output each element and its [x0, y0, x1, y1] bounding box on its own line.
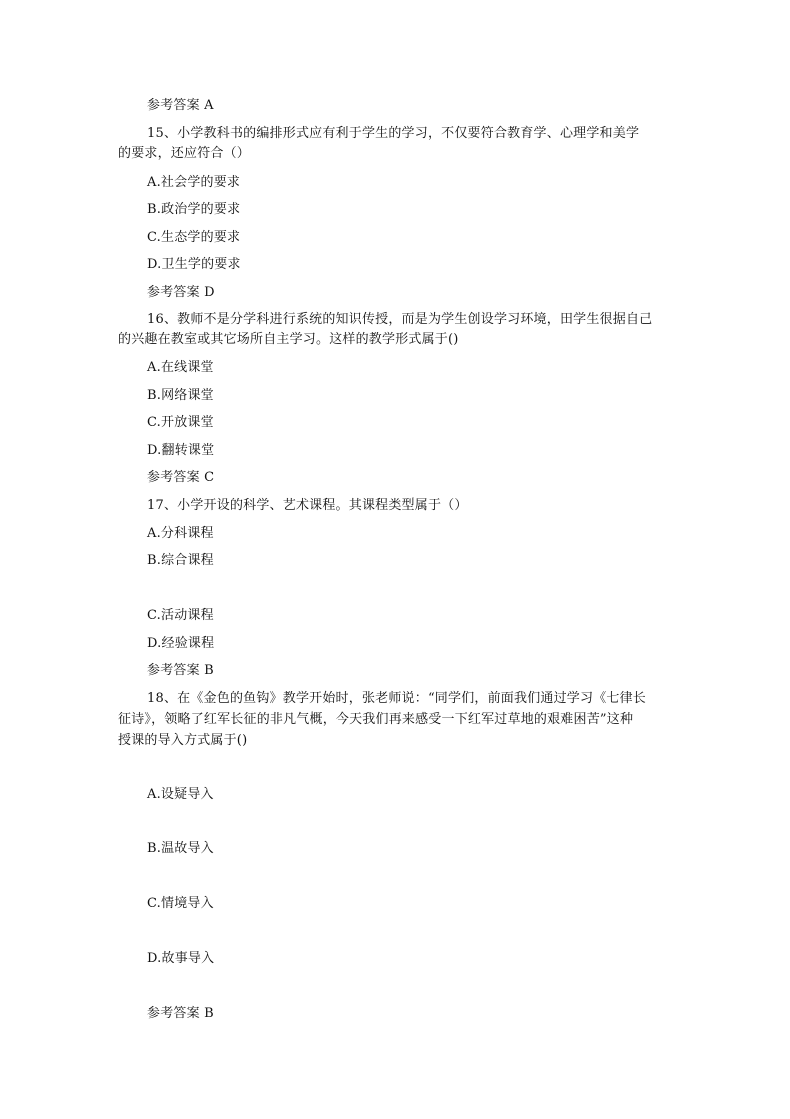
- question-17-option-d: D.经验课程: [147, 636, 215, 651]
- question-17-line-1: 17、小学开设的科学、艺术课程。其课程类型属于（）: [147, 498, 468, 513]
- question-18-option-b: B.温故导入: [147, 841, 214, 856]
- question-17-option-b: B.综合课程: [147, 553, 214, 568]
- question-15-option-b: B.政治学的要求: [147, 202, 241, 217]
- question-15-option-c: C.生态学的要求: [147, 230, 241, 245]
- question-18-line-3: 授课的导入方式属于(): [118, 733, 248, 748]
- answer-14: 参考答案 A: [147, 98, 214, 113]
- question-16-line-1: 16、教师不是分学科进行系统的知识传授，而是为学生创设学习环境，田学生很据自己: [147, 312, 653, 327]
- question-15-line-1: 15、小学教科书的编排形式应有利于学生的学习，不仅要符合教育学、心理学和美学: [147, 126, 640, 141]
- answer-17: 参考答案 B: [147, 663, 214, 678]
- question-18-line-1: 18、在《金色的鱼钩》教学开始时，张老师说：“同学们，前面我们通过学习《七律长: [147, 691, 646, 706]
- question-16-option-d: D.翻转课堂: [147, 443, 215, 458]
- question-18-option-a: A.设疑导入: [147, 787, 214, 802]
- question-18-option-d: D.故事导入: [147, 951, 215, 966]
- answer-16: 参考答案 C: [147, 470, 215, 485]
- answer-15: 参考答案 D: [147, 285, 215, 300]
- question-15-option-a: A.社会学的要求: [147, 175, 241, 190]
- question-16-option-c: C.开放课堂: [147, 415, 214, 430]
- question-17-option-a: A.分科课程: [147, 526, 214, 541]
- question-18-line-2: 征诗》，领略了红军长征的非凡气概，今天我们再来感受一下红军过草地的艰难困苦”这种: [118, 712, 634, 727]
- question-16-option-a: A.在线课堂: [147, 360, 214, 375]
- question-15-option-d: D.卫生学的要求: [147, 257, 241, 272]
- question-16-option-b: B.网络课堂: [147, 388, 214, 403]
- question-15-line-2: 的要求，还应符合（）: [118, 146, 251, 161]
- answer-18: 参考答案 B: [147, 1006, 214, 1021]
- question-17-option-c: C.活动课程: [147, 608, 214, 623]
- question-18-option-c: C.情境导入: [147, 896, 214, 911]
- question-16-line-2: 的兴趣在教室或其它场所自主学习。这样的教学形式属于(): [118, 332, 459, 347]
